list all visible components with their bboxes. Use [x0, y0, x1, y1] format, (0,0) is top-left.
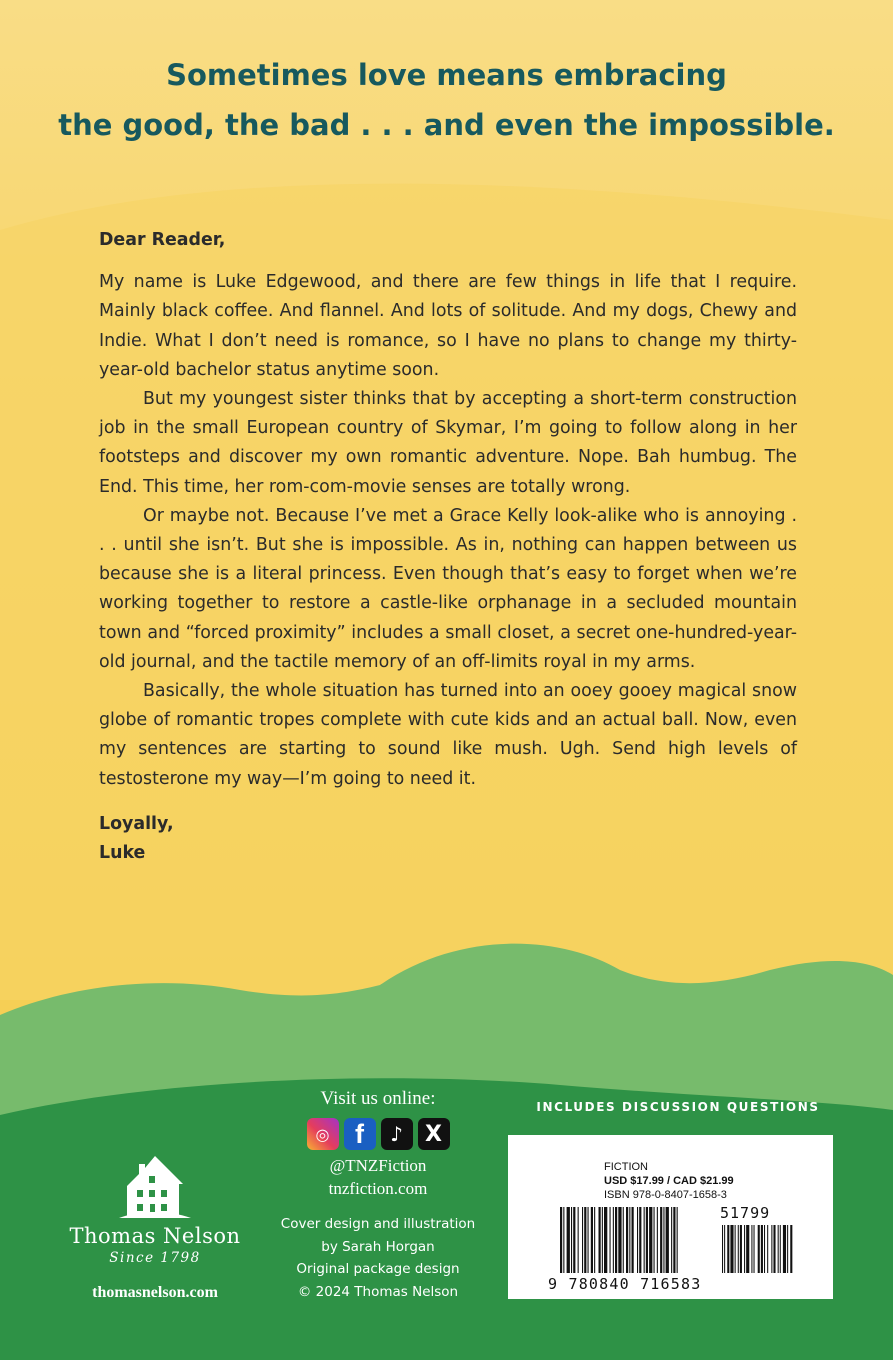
- credit-line-2: by Sarah Horgan: [321, 1238, 435, 1255]
- credit-line-4: © 2024 Thomas Nelson: [297, 1283, 459, 1300]
- letter-signature: Luke: [99, 842, 146, 863]
- imprint-site[interactable]: tnzfiction.com: [328, 1179, 428, 1198]
- letter-paragraph-1: My name is Luke Edgewood, and there are few things in life that I require. Mainly black coffee. And flannel. And lots of solitude. And my dogs, Chewy and Indie. What I don’t need is romance, so I have no plans to change my thirty-year-old bachelor status anytime soon.: [99, 272, 797, 380]
- reader-letter: [99, 226, 797, 868]
- barcode-panel: [508, 1135, 833, 1299]
- instagram-icon[interactable]: ◎: [307, 1118, 339, 1150]
- letter-closing: [99, 810, 797, 868]
- category-label: FICTION: [604, 1161, 648, 1173]
- letter-paragraph-3: Or maybe not. Because I’ve met a Grace Kelly look-alike who is annoying . . . until she isn’t. But she is impossible. As in, nothing can happen between us because she is a literal princess. Even though that’s easy to forget when we’re working together to restore a castle-like orphanage in a secluded mountain town and “forced proximity” includes a small closet, a secret one-hundred-year-old journal, and the tactile memory of an off-limits royal in my arms.: [99, 505, 797, 672]
- letter-paragraph-2: But my youngest sister thinks that by accepting a short-term construction job in the small European country of Skymar, I’m going to follow along in her footsteps and discover my own romantic adventure. Nope. Bah humbug. The End. This time, her rom-com-movie senses are totally wrong.: [99, 389, 797, 497]
- isbn-label: ISBN 978-0-8407-1658-3: [604, 1189, 727, 1201]
- house-icon: [119, 1148, 191, 1220]
- tagline-line-1: Sometimes love means embracing: [166, 58, 727, 92]
- publisher-since: Since 1798: [109, 1250, 201, 1266]
- letter-paragraph-4: Basically, the whole situation has turned into an ooey gooey magical snow globe of romantic tropes complete with cute kids and an actual ball. Now, even my sentences are starting to sound like mush. Ugh. Send high levels of testosterone my way—I’m going to need it.: [99, 681, 797, 789]
- credit-line-3: Original package design: [296, 1261, 460, 1277]
- facebook-icon[interactable]: f: [344, 1118, 376, 1150]
- price-label: USD $17.99 / CAD $21.99: [604, 1175, 734, 1187]
- publisher-name: Thomas Nelson: [69, 1224, 241, 1248]
- price-block: [604, 1160, 734, 1202]
- publisher-url[interactable]: thomasnelson.com: [92, 1284, 218, 1301]
- visit-online: [268, 1088, 488, 1303]
- social-icons: [268, 1118, 488, 1150]
- design-credits: [268, 1213, 488, 1303]
- visit-title: Visit us online:: [320, 1088, 436, 1109]
- letter-salutation: Dear Reader,: [99, 230, 226, 250]
- social-handle[interactable]: @TNZFiction: [329, 1156, 427, 1175]
- tagline: [0, 50, 893, 150]
- includes-note: INCLUDES DISCUSSION QUESTIONS: [536, 1100, 820, 1114]
- letter-closing-word: Loyally,: [99, 813, 174, 834]
- tagline-line-2: the good, the bad . . . and even the impossible.: [58, 108, 835, 142]
- barcode-addon: 51799: [720, 1204, 771, 1222]
- publisher-logo: [60, 1148, 250, 1302]
- credit-line-1: Cover design and illustration: [280, 1216, 476, 1232]
- tiktok-icon[interactable]: ♪: [381, 1118, 413, 1150]
- x-icon[interactable]: X: [418, 1118, 450, 1150]
- barcode-digits: 9 780840 716583: [548, 1275, 702, 1293]
